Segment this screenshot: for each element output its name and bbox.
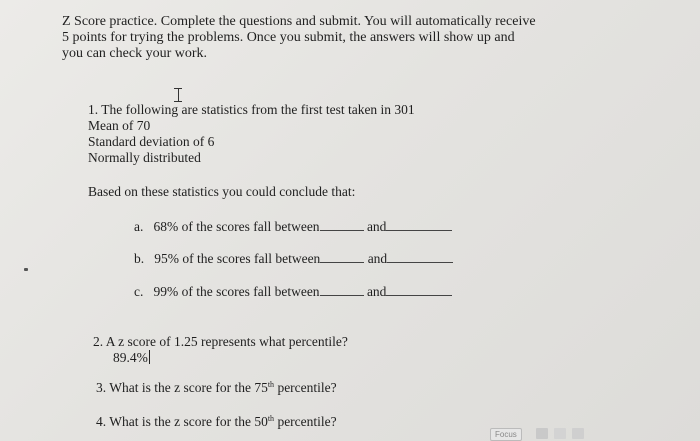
question-1-mean: Mean of 70 (88, 118, 151, 133)
option-text: 68% of the scores fall between (153, 219, 320, 234)
zoom-icon[interactable] (572, 428, 584, 439)
intro-line-3: you can check your work. (62, 46, 208, 61)
view-icon[interactable] (554, 428, 566, 439)
answer-blank-c-high[interactable] (386, 283, 452, 296)
ibeam-cursor-icon (174, 88, 182, 102)
option-and: and (366, 219, 387, 234)
question-4-prompt: 4. What is the z score for the 50th percentile? (96, 414, 337, 429)
option-text: 99% of the scores fall between (153, 284, 320, 299)
margin-mark (24, 268, 28, 271)
focus-button[interactable]: Focus (490, 428, 522, 441)
question-1-distribution: Normally distributed (88, 150, 201, 165)
status-bar (450, 425, 700, 441)
text-caret-icon (149, 350, 150, 364)
answer-blank-b-low[interactable] (320, 250, 364, 263)
option-and: and (366, 284, 387, 299)
answer-blank-c-low[interactable] (320, 283, 364, 296)
view-icon[interactable] (536, 428, 548, 439)
question-1-sd: Standard deviation of 6 (88, 134, 215, 149)
question-2-prompt: 2. A z score of 1.25 represents what percentile? (93, 334, 348, 349)
option-letter: b. (134, 251, 145, 266)
question-1-conclude: Based on these statistics you could conclude that: (88, 184, 356, 199)
option-text: 95% of the scores fall between (154, 251, 321, 266)
option-and: and (367, 251, 388, 266)
question-1-prompt: 1. The following are statistics from the first test taken in 301 (88, 102, 415, 117)
option-c (134, 283, 452, 300)
question-2-answer-field[interactable] (113, 350, 150, 366)
answer-blank-a-high[interactable] (386, 218, 452, 231)
question-2-answer: 89.4% (113, 350, 148, 365)
option-b (134, 250, 453, 267)
option-a (134, 218, 452, 235)
question-3-prompt: 3. What is the z score for the 75th percentile? (96, 380, 337, 395)
option-letter: a. (134, 219, 144, 234)
intro-line-1: Z Score practice. Complete the questions and submit. You will automatically receive (62, 14, 536, 29)
answer-blank-b-high[interactable] (387, 250, 453, 263)
answer-blank-a-low[interactable] (320, 218, 364, 231)
option-letter: c. (134, 284, 144, 299)
intro-line-2: 5 points for trying the problems. Once you submit, the answers will show up and (62, 30, 515, 45)
